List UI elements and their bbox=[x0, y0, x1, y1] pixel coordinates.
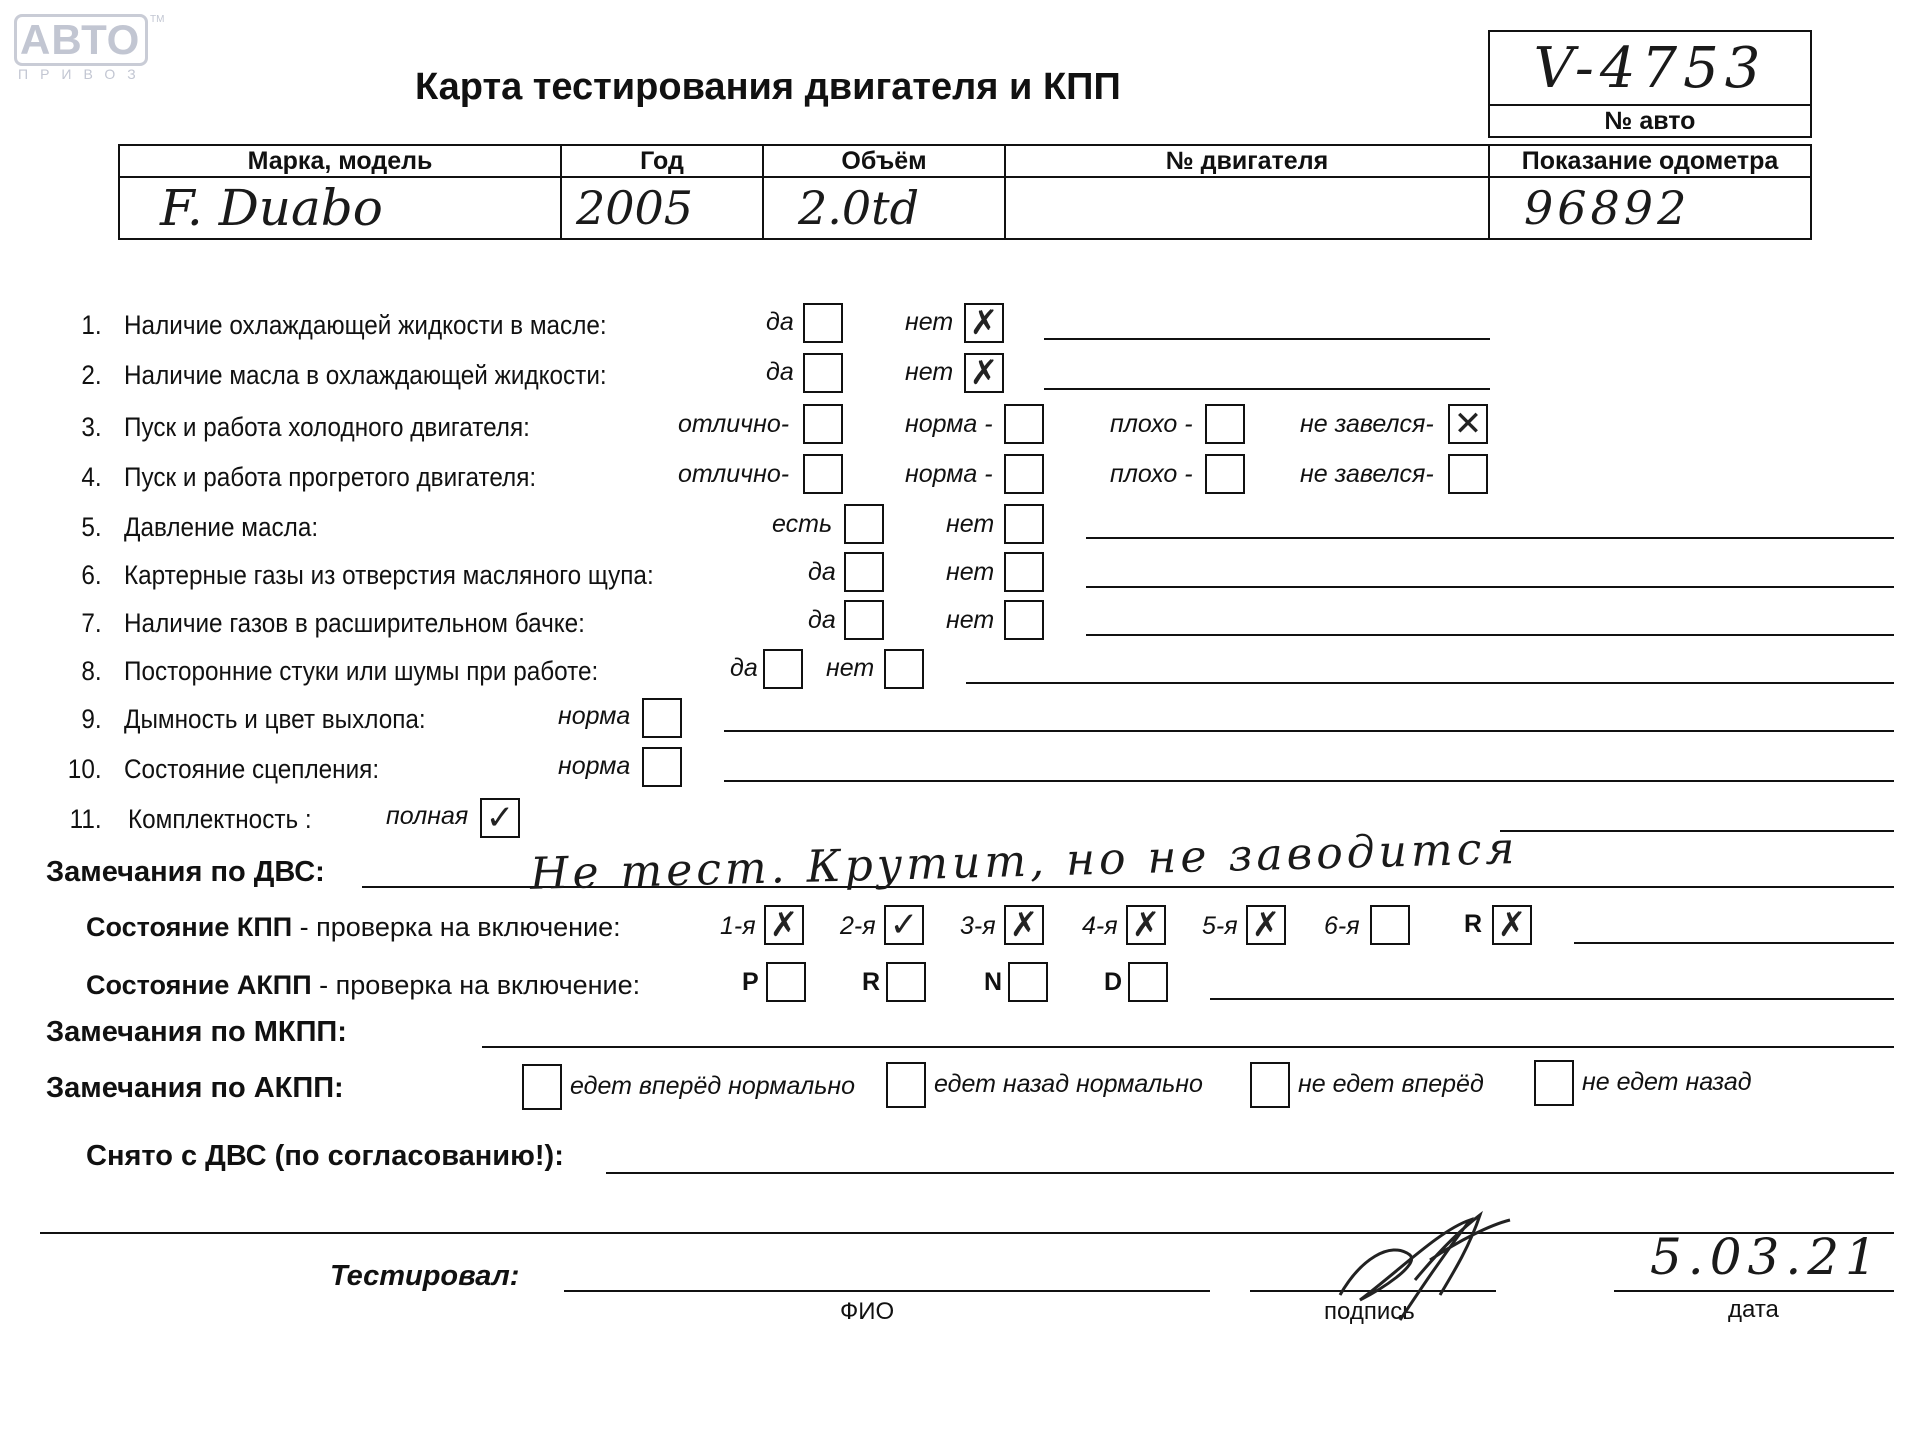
gear-checkbox[interactable] bbox=[1492, 905, 1532, 945]
checkbox[interactable] bbox=[803, 404, 843, 444]
signature-mark bbox=[1320, 1200, 1520, 1340]
make-model-value-cell bbox=[119, 177, 561, 239]
checkbox[interactable] bbox=[1004, 504, 1044, 544]
kpp-label bbox=[86, 912, 621, 943]
akpp-label bbox=[86, 970, 640, 1001]
answer-line bbox=[1044, 338, 1490, 340]
option-label: да bbox=[766, 358, 794, 386]
col-year: Год bbox=[561, 145, 763, 177]
check-mark: ✗ bbox=[969, 303, 999, 343]
check-mark: ✗ bbox=[769, 905, 799, 945]
checkbox[interactable] bbox=[884, 649, 924, 689]
akpp-mode-checkbox[interactable] bbox=[886, 962, 926, 1002]
check-mark: ✓ bbox=[889, 905, 919, 945]
akpp-remark-checkbox[interactable] bbox=[1250, 1062, 1290, 1108]
question-number: 2. bbox=[81, 360, 102, 390]
signature-label: подпись bbox=[1324, 1298, 1415, 1325]
gear-label: 6-я bbox=[1324, 912, 1360, 940]
checkbox[interactable] bbox=[844, 552, 884, 592]
question-number: 4. bbox=[81, 462, 102, 492]
check-mark: ✗ bbox=[1131, 905, 1161, 945]
answer-line bbox=[724, 780, 1894, 782]
gear-checkbox[interactable] bbox=[764, 905, 804, 945]
question-number: 9. bbox=[81, 704, 102, 734]
vehicle-info-header-row bbox=[119, 145, 1811, 177]
question-number: 11. bbox=[69, 804, 102, 834]
akpp-remark-option: не едет вперёд bbox=[1298, 1070, 1484, 1098]
akpp-remark-checkbox[interactable] bbox=[1534, 1060, 1574, 1106]
option-label: плохо - bbox=[1110, 460, 1193, 488]
checkbox[interactable] bbox=[803, 454, 843, 494]
checkbox[interactable] bbox=[964, 353, 1004, 393]
akpp-answer-line bbox=[1210, 998, 1894, 1000]
col-make-model: Марка, модель bbox=[119, 145, 561, 177]
checkbox[interactable] bbox=[763, 649, 803, 689]
option-label: плохо - bbox=[1110, 410, 1193, 438]
option-label: норма - bbox=[905, 460, 993, 488]
checkbox[interactable] bbox=[844, 600, 884, 640]
car-number-box bbox=[1488, 30, 1812, 138]
akpp-remark-option: не едет назад bbox=[1582, 1068, 1752, 1096]
check-mark: ✗ bbox=[1497, 905, 1527, 945]
checkbox[interactable] bbox=[480, 798, 520, 838]
question-number: 1. bbox=[81, 310, 102, 340]
check-mark: ✗ bbox=[1251, 905, 1281, 945]
check-mark: ✓ bbox=[485, 798, 515, 838]
check-mark: ✕ bbox=[1453, 404, 1483, 444]
option-label: норма bbox=[558, 702, 631, 730]
akpp-remark-option: едет назад нормально bbox=[934, 1070, 1203, 1098]
akpp-mode-checkbox[interactable] bbox=[766, 962, 806, 1002]
akpp-mode-label: P bbox=[742, 968, 759, 996]
logo-main-text: АВТО bbox=[20, 16, 141, 63]
year-value-cell bbox=[561, 177, 763, 239]
option-label: нет bbox=[946, 606, 995, 634]
checkbox[interactable] bbox=[1205, 404, 1245, 444]
page-title: Карта тестирования двигателя и КПП bbox=[415, 66, 1121, 108]
checkbox[interactable] bbox=[1004, 600, 1044, 640]
date-line bbox=[1614, 1290, 1894, 1292]
akpp-remark-checkbox[interactable] bbox=[522, 1064, 562, 1110]
separator-line bbox=[40, 1232, 1894, 1234]
option-label: да bbox=[808, 558, 836, 586]
volume-value-cell bbox=[763, 177, 1005, 239]
kpp-label-rest: - проверка на включение: bbox=[292, 912, 621, 942]
removed-line bbox=[606, 1172, 1894, 1174]
option-label: да bbox=[730, 654, 758, 682]
answer-line bbox=[1086, 537, 1894, 539]
checkbox[interactable] bbox=[1448, 404, 1488, 444]
gear-checkbox[interactable] bbox=[1126, 905, 1166, 945]
question-number: 5. bbox=[81, 512, 102, 542]
tested-label: Тестировал: bbox=[330, 1260, 520, 1292]
car-number-cell bbox=[1489, 31, 1811, 105]
fio-label: ФИО bbox=[840, 1298, 895, 1325]
date-label: дата bbox=[1728, 1296, 1779, 1323]
akpp-remark-checkbox[interactable] bbox=[886, 1062, 926, 1108]
kpp-answer-line bbox=[1574, 942, 1894, 944]
checkbox[interactable] bbox=[803, 303, 843, 343]
checkbox[interactable] bbox=[642, 747, 682, 787]
car-number-label: № авто bbox=[1489, 105, 1811, 137]
option-label: да bbox=[766, 308, 794, 336]
option-label: отлично- bbox=[678, 410, 790, 438]
check-mark: ✗ bbox=[1009, 905, 1039, 945]
option-label: нет bbox=[905, 358, 954, 386]
question-number: 3. bbox=[81, 412, 102, 442]
checkbox[interactable] bbox=[1004, 454, 1044, 494]
option-label: нет bbox=[826, 654, 875, 682]
option-label: нет bbox=[946, 558, 995, 586]
akpp-remark-option: едет вперёд нормально bbox=[570, 1072, 856, 1100]
akpp-mode-checkbox[interactable] bbox=[1008, 962, 1048, 1002]
question-text: Пуск и работа холодного двигателя: bbox=[124, 412, 530, 442]
question-text: Состояние сцепления: bbox=[124, 754, 380, 784]
mkpp-remarks-line bbox=[482, 1046, 1894, 1048]
answer-line bbox=[1044, 388, 1490, 390]
vehicle-info-value-row bbox=[119, 177, 1811, 239]
question-text: Посторонние стуки или шумы при работе: bbox=[124, 656, 599, 686]
gear-checkbox[interactable] bbox=[884, 905, 924, 945]
question-text: Комплектность : bbox=[128, 804, 312, 834]
akpp-label-bold: Состояние АКПП bbox=[86, 970, 312, 1000]
gear-label: 2-я bbox=[840, 912, 876, 940]
volume-value: 2.0td bbox=[798, 181, 920, 235]
gear-checkbox[interactable] bbox=[1370, 905, 1410, 945]
gear-checkbox[interactable] bbox=[1246, 905, 1286, 945]
odometer-value-cell bbox=[1489, 177, 1811, 239]
dvs-remarks-handwriting[interactable]: Не тест. Крутит, но не заводится bbox=[529, 823, 1520, 900]
kpp-label-bold: Состояние КПП bbox=[86, 912, 293, 942]
question-text: Наличие газов в расширительном бачке: bbox=[124, 608, 585, 638]
akpp-mode-checkbox[interactable] bbox=[1128, 962, 1168, 1002]
checkbox[interactable] bbox=[964, 303, 1004, 343]
akpp-remarks-label: Замечания по АКПП: bbox=[46, 1072, 344, 1104]
checkbox[interactable] bbox=[1004, 552, 1044, 592]
option-label: полная bbox=[386, 802, 469, 830]
checkbox[interactable] bbox=[1205, 454, 1245, 494]
option-label: нет bbox=[905, 308, 954, 336]
year-value: 2005 bbox=[576, 181, 694, 235]
question-number: 6. bbox=[81, 560, 102, 590]
question-number: 8. bbox=[81, 656, 102, 686]
akpp-mode-label: D bbox=[1104, 968, 1123, 996]
gear-label: 4-я bbox=[1082, 912, 1118, 940]
question-number: 7. bbox=[81, 608, 102, 638]
akpp-mode-label: R bbox=[862, 968, 881, 996]
answer-line bbox=[1086, 586, 1894, 588]
question-text: Наличие охлаждающей жидкости в масле: bbox=[124, 310, 607, 340]
option-label: есть bbox=[772, 510, 833, 538]
date-value[interactable]: 5.03.21 bbox=[1650, 1228, 1883, 1286]
option-label: норма - bbox=[905, 410, 993, 438]
fio-line bbox=[564, 1290, 1210, 1292]
checkbox[interactable] bbox=[1004, 404, 1044, 444]
col-odometer: Показание одометра bbox=[1489, 145, 1811, 177]
dvs-remarks-label: Замечания по ДВС: bbox=[46, 856, 325, 888]
gear-label: R bbox=[1464, 910, 1483, 938]
gear-label: 1-я bbox=[720, 912, 756, 940]
option-label: нет bbox=[946, 510, 995, 538]
question-number: 10. bbox=[67, 754, 102, 784]
option-label: не завелся- bbox=[1300, 410, 1434, 438]
logo-sub-text: ПРИВОЗ bbox=[18, 66, 148, 82]
car-number-value: V-4753 bbox=[1533, 35, 1767, 101]
odometer-value: 96892 bbox=[1524, 181, 1691, 235]
col-engine-number: № двигателя bbox=[1005, 145, 1489, 177]
gear-label: 5-я bbox=[1202, 912, 1238, 940]
q11-answer-line bbox=[1500, 830, 1894, 832]
option-label: не завелся- bbox=[1300, 460, 1434, 488]
answer-line bbox=[1086, 634, 1894, 636]
question-text: Наличие масла в охлаждающей жидкости: bbox=[124, 360, 607, 390]
answer-line bbox=[966, 682, 1894, 684]
check-mark: ✗ bbox=[969, 353, 999, 393]
gear-checkbox[interactable] bbox=[1004, 905, 1044, 945]
checkbox[interactable] bbox=[844, 504, 884, 544]
answer-line bbox=[724, 730, 1894, 732]
logo-tm: TM bbox=[150, 14, 165, 25]
question-text: Давление масла: bbox=[124, 512, 319, 542]
option-label: да bbox=[808, 606, 836, 634]
removed-label: Снято с ДВС (по согласованию!): bbox=[86, 1140, 564, 1172]
option-label: норма bbox=[558, 752, 631, 780]
option-label: отлично- bbox=[678, 460, 790, 488]
akpp-mode-label: N bbox=[984, 968, 1003, 996]
question-text: Пуск и работа прогретого двигателя: bbox=[124, 462, 537, 492]
make-model-value: F. Duabo bbox=[160, 179, 383, 237]
akpp-label-rest: - проверка на включение: bbox=[311, 970, 641, 1000]
checkbox[interactable] bbox=[803, 353, 843, 393]
checkbox[interactable] bbox=[642, 698, 682, 738]
vehicle-info-table bbox=[118, 144, 1812, 240]
mkpp-remarks-label: Замечания по МКПП: bbox=[46, 1016, 347, 1048]
col-volume: Объём bbox=[763, 145, 1005, 177]
question-text: Картерные газы из отверстия масляного щупа: bbox=[124, 560, 654, 590]
engine-number-value-cell bbox=[1005, 177, 1489, 239]
question-text: Дымность и цвет выхлопа: bbox=[124, 704, 426, 734]
checkbox[interactable] bbox=[1448, 454, 1488, 494]
gear-label: 3-я bbox=[960, 912, 996, 940]
